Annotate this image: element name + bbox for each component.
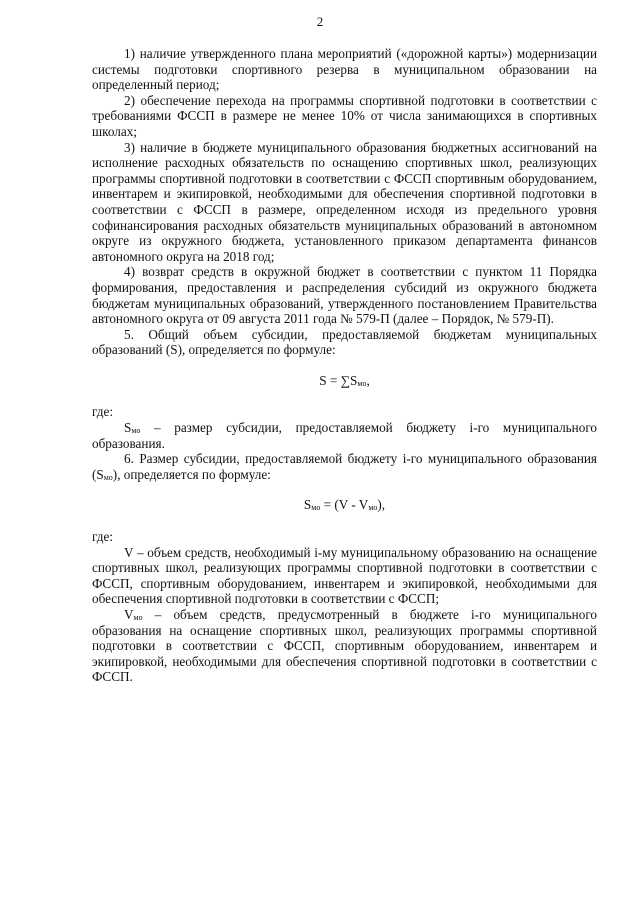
formula-municipal-subsidy	[92, 497, 597, 513]
document-body	[92, 46, 597, 685]
definition-smo-text: – размер субсидии, предоставляемой бюджету i-го муниципального образования.	[92, 420, 597, 451]
definition-v: V – объем средств, необходимый i-му муниципальному образованию на оснащение спортивных школ, реализующих программы спортивной подготовки в соответствии с ФССП, спортивным оборудованием, инвентарем и экипировкой, необходимыми для обеспечения спортивной подготовки в соответствии с ФССП;	[92, 544, 597, 607]
definition-smo-symbol: S	[124, 420, 132, 436]
definition-vmo-text: – объем средств, предусмотренный в бюджете i-го муниципального образования на оснащение спортивных школ, реализующих программы спортивной подготовки в соответствии с ФССП, спортивным оборудованием, инвентарем и экипировкой, необходимыми для обеспечения спортивной подготовки в соответствии с ФССП.	[92, 607, 597, 685]
condition-item-2: 2) обеспечение перехода на программы спортивной подготовки в соответствии с требованиями ФССП в размере не менее 10% от числа занимающихся в спортивных школах;	[92, 92, 597, 139]
definition-vmo-symbol: V	[124, 607, 134, 622]
section-6-text-sub: мо	[103, 472, 113, 482]
section-6-text-after: ), определяется по формуле:	[112, 466, 271, 482]
definition-smo-sub: мо	[131, 426, 141, 436]
definition-vmo-sub: мо	[133, 613, 143, 622]
formula-end: ),	[377, 497, 386, 513]
section-6-text-before: 6. Размер субсидии, предоставляемой бюджету i-го муниципального образования (S	[92, 451, 597, 482]
formula-total-end: ,	[366, 372, 370, 388]
formula-total-sub: мо	[357, 378, 367, 388]
formula-total-subsidy	[92, 373, 597, 389]
formula-s: S	[303, 497, 312, 513]
definition-vmo	[92, 607, 597, 685]
condition-item-1: 1) наличие утвержденного плана мероприятий («дорожной карты») модернизации системы подготовки спортивного резерва в муниципальном образовании на определенный период;	[92, 46, 597, 93]
section-5-paragraph: 5. Общий объем субсидии, предоставляемой бюджетам муниципальных образований (S), определяется по формуле:	[92, 326, 597, 358]
formula-s-sub: мо	[311, 503, 321, 513]
where-label: где:	[92, 404, 113, 420]
formula-middle: = (V - V	[320, 497, 369, 513]
page-number: 2	[316, 14, 324, 29]
section-6-paragraph	[92, 451, 597, 482]
where-label-2: где:	[92, 529, 113, 545]
condition-item-4: 4) возврат средств в окружной бюджет в соответствии с пунктом 11 Порядка формирования, предоставления и распределения субсидий из окружного бюджета бюджетам муниципальных образований, утвержденного постановлением Правительства автономного округа от 09 августа 2011 года № 579-П (далее – Порядок, № 579-П).	[92, 264, 597, 327]
condition-item-3: 3) наличие в бюджете муниципального образования бюджетных ассигнований на исполнение расходных обязательств по оснащению спортивных школ, реализующих программы спортивной подготовки в соответствии с ФССП спортивным оборудованием, инвентарем и экипировкой, необходимыми для обеспечения спортивной подготовки в соответствии с ФССП в размере, определенном исходя из предельного уровня софинансирования расходных обязательств муниципальных образований в автономном округе из окружного бюджета, установленного приказом департамента финансов автономного округа на 2018 год;	[92, 139, 597, 264]
formula-v-sub: мо	[368, 503, 378, 513]
formula-total-main: S = ∑S	[319, 372, 358, 388]
definition-smo	[92, 420, 597, 451]
